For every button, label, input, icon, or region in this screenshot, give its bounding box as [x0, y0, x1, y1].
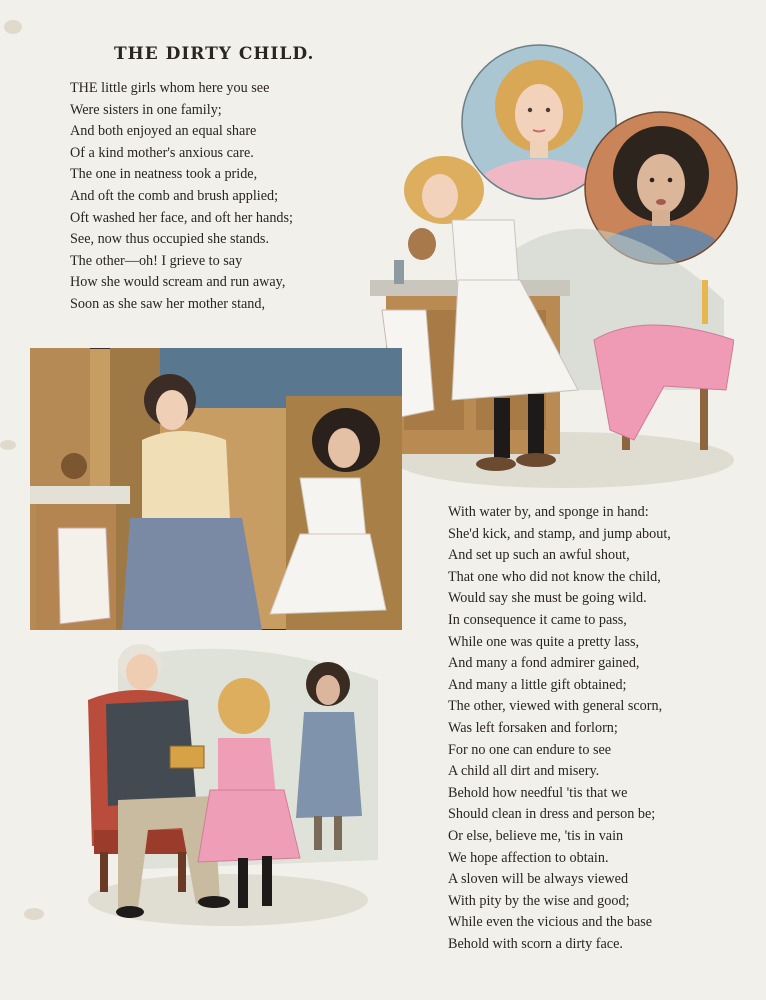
poem-line: That one who did not know the child,: [448, 568, 661, 585]
poem-line: And both enjoyed an equal share: [70, 123, 257, 140]
paper-stain: [4, 20, 22, 34]
gift-giving-illustration: [78, 640, 388, 930]
mother-and-child-illustration: [30, 348, 402, 630]
paper-stain: [24, 908, 44, 920]
poem-line: With pity by the wise and good;: [448, 892, 630, 909]
paper-stain: [0, 440, 16, 450]
poem-line: She'd kick, and stamp, and jump about,: [448, 525, 671, 542]
poem-line: THE little girls whom here you see: [70, 80, 270, 96]
poem-line: Behold with scorn a dirty face.: [448, 935, 623, 952]
poem-line: Was left forsaken and forlorn;: [448, 719, 618, 736]
poem-line: And many a little gift obtained;: [448, 676, 627, 693]
stanza-one: [70, 78, 293, 316]
poem-line: For no one can endure to see: [448, 741, 612, 758]
poem-line: A child all dirt and misery.: [448, 763, 600, 780]
poem-line: Oft washed her face, and oft her hands;: [70, 209, 293, 226]
poem-line: Of a kind mother's anxious care.: [70, 144, 254, 161]
poem-line: Were sisters in one family;: [70, 101, 222, 118]
poem-line: While even the vicious and the base: [448, 914, 653, 931]
poem-line: Or else, believe me, 'tis in vain: [448, 827, 624, 844]
poem-line: A sloven will be always viewed: [448, 871, 629, 888]
poem-line: With water by, and sponge in hand:: [448, 504, 649, 520]
poem-line: And oft the comb and brush applied;: [70, 187, 279, 204]
poem-line: Behold how needful 'tis that we: [448, 784, 628, 801]
poem-line: How she would scream and run away,: [70, 274, 286, 291]
poem-line: We hope affection to obtain.: [448, 849, 609, 866]
poem-line: The other, viewed with general scorn,: [448, 698, 663, 715]
poem-line: The one in neatness took a pride,: [70, 166, 258, 183]
poem-line: Should clean in dress and person be;: [448, 806, 656, 823]
poem-line: In consequence it came to pass,: [448, 611, 627, 628]
poem-line: See, now thus occupied she stands.: [70, 231, 269, 248]
poem-line: And many a fond admirer gained,: [448, 655, 640, 672]
stanza-two: [448, 502, 671, 955]
poem-line: The other—oh! I grieve to say: [70, 252, 243, 269]
poem-line: While one was quite a pretty lass,: [448, 633, 640, 650]
girl-washing-illustration: [364, 150, 734, 490]
poem-line: And set up such an awful shout,: [448, 547, 630, 564]
poem-title: THE DIRTY CHILD.: [114, 44, 315, 64]
poem-line: Would say she must be going wild.: [448, 590, 647, 607]
poem-line: Soon as she saw her mother stand,: [70, 295, 266, 312]
